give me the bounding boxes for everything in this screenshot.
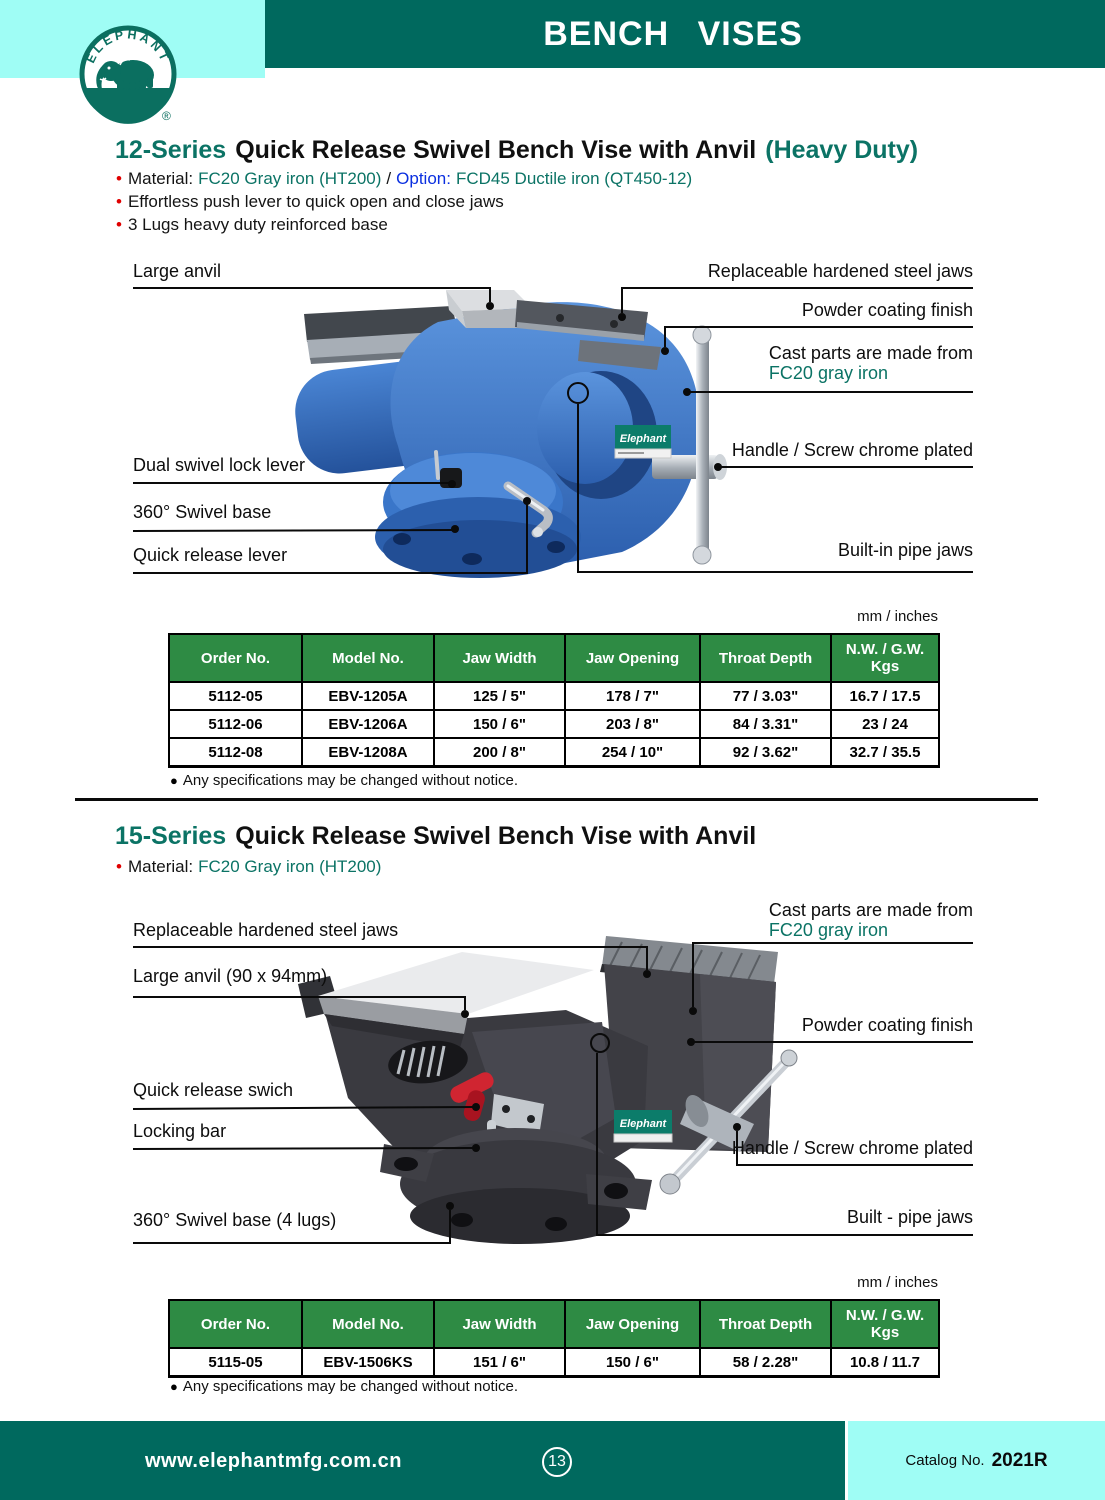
- col-model: Model No.: [302, 1300, 434, 1348]
- logo-brand-text: ELEPHANT: [83, 27, 173, 66]
- bullet-dot: •: [116, 192, 122, 211]
- col-weight: N.W. / G.W. Kgs: [831, 1300, 939, 1348]
- heavy-duty-tag: (Heavy Duty): [765, 136, 919, 164]
- col-jaw-width: Jaw Width: [434, 1300, 565, 1348]
- label-handle-screw-2: Handle / Screw chrome plated: [731, 1138, 973, 1158]
- page-number: 13: [542, 1447, 572, 1477]
- header-row: [169, 634, 939, 682]
- brand-badge: [615, 425, 671, 458]
- col-jaw-width: Jaw Width: [434, 634, 565, 682]
- catalog-label: Catalog No.: [905, 1452, 985, 1469]
- units-note: mm / inches: [857, 608, 938, 625]
- bullet-lever: • Effortless push lever to quick open and close jaws: [116, 192, 504, 211]
- footer-bar: [0, 1421, 845, 1500]
- label-steel-jaws: Replaceable hardened steel jaws: [707, 261, 973, 281]
- table-row: 5112-08 EBV-1208A 200 / 8" 254 / 10" 92 / 3.62" 32.7 / 35.5: [169, 738, 939, 767]
- label-large-anvil-2: Large anvil (90 x 94mm): [133, 966, 328, 986]
- brand-logo: [76, 22, 180, 126]
- label-swivel-base: 360° Swivel base: [133, 502, 272, 522]
- label-powder-coating-2: Powder coating finish: [801, 1015, 973, 1035]
- col-order: Order No.: [169, 634, 302, 682]
- label-quick-release-switch: Quick release swich: [133, 1080, 294, 1100]
- col-model: Model No.: [302, 634, 434, 682]
- label-pipe-jaws: Built-in pipe jaws: [837, 540, 973, 560]
- vise-illustration-gray: [298, 936, 797, 1244]
- handle-rod: [696, 334, 709, 556]
- label-cast-parts-2: Cast parts are made from FC20 gray iron: [768, 900, 973, 940]
- spec-table-12series: [168, 633, 940, 768]
- label-locking-bar: Locking bar: [133, 1121, 227, 1141]
- svg-text:Elephant: Elephant: [619, 1118, 667, 1130]
- series-name: 15-Series: [115, 822, 227, 850]
- header-row: [169, 1300, 939, 1348]
- units-note-2: mm / inches: [857, 1274, 938, 1291]
- bullet-dot: •: [116, 169, 122, 188]
- website-link[interactable]: www.elephantmfg.com.cn: [145, 1450, 402, 1472]
- bullet-material: • Material: FC20 Gray iron (HT200) / Option: FCD45 Ductile iron (QT450-12): [116, 169, 693, 188]
- spec-note: ● Any specifications may be changed without notice.: [170, 772, 519, 789]
- diagram-15series: [0, 890, 1105, 1260]
- label-quick-release: Quick release lever: [133, 545, 288, 565]
- col-order: Order No.: [169, 1300, 302, 1348]
- section1-title: 12-Series Quick Release Swivel Bench Vise with Anvil (Heavy Duty): [115, 136, 919, 164]
- col-jaw-opening: Jaw Opening: [565, 634, 700, 682]
- bullet-lugs: • 3 Lugs heavy duty reinforced base: [116, 215, 388, 234]
- label-swivel-base-2: 360° Swivel base (4 lugs): [133, 1210, 337, 1230]
- bullet-dot: •: [116, 857, 122, 876]
- label-dual-swivel-lock: Dual swivel lock lever: [133, 455, 306, 475]
- page-title: BENCH VISES: [543, 14, 803, 53]
- col-throat-depth: Throat Depth: [700, 1300, 831, 1348]
- section-divider: [75, 798, 1038, 801]
- col-weight: N.W. / G.W. Kgs: [831, 634, 939, 682]
- catalog-block: [848, 1421, 1105, 1500]
- label-large-anvil: Large anvil: [133, 261, 222, 281]
- svg-text:Elephant: Elephant: [619, 433, 667, 445]
- brand-badge: [614, 1110, 672, 1142]
- label-steel-jaws-2: Replaceable hardened steel jaws: [133, 920, 399, 940]
- label-pipe-jaws-2: Built - pipe jaws: [846, 1207, 973, 1227]
- table-row: 5115-05 EBV-1506KS 151 / 6" 150 / 6" 58 / 2.28" 10.8 / 11.7: [169, 1348, 939, 1377]
- catalog-number: 2021R: [991, 1449, 1048, 1471]
- label-powder-coating: Powder coating finish: [801, 300, 973, 320]
- table-row: 5112-05 EBV-1205A 125 / 5" 178 / 7" 77 / 3.03" 16.7 / 17.5: [169, 682, 939, 710]
- series-name: 12-Series: [115, 136, 227, 164]
- col-throat-depth: Throat Depth: [700, 634, 831, 682]
- label-cast-parts: Cast parts are made from FC20 gray iron: [768, 343, 973, 383]
- bullet-material-2: • Material: FC20 Gray iron (HT200): [116, 857, 382, 876]
- section2-title: 15-Series Quick Release Swivel Bench Vise with Anvil: [115, 822, 757, 850]
- vise-illustration-blue: [290, 290, 727, 578]
- label-handle-screw: Handle / Screw chrome plated: [731, 440, 973, 460]
- table-row: 5112-06 EBV-1206A 150 / 6" 203 / 8" 84 / 3.31" 23 / 24: [169, 710, 939, 738]
- registered-mark: ®: [162, 109, 171, 123]
- spec-note-2: ● Any specifications may be changed without notice.: [170, 1378, 519, 1395]
- bullet-dot: •: [116, 215, 122, 234]
- spec-table-15series: [168, 1299, 940, 1378]
- col-jaw-opening: Jaw Opening: [565, 1300, 700, 1348]
